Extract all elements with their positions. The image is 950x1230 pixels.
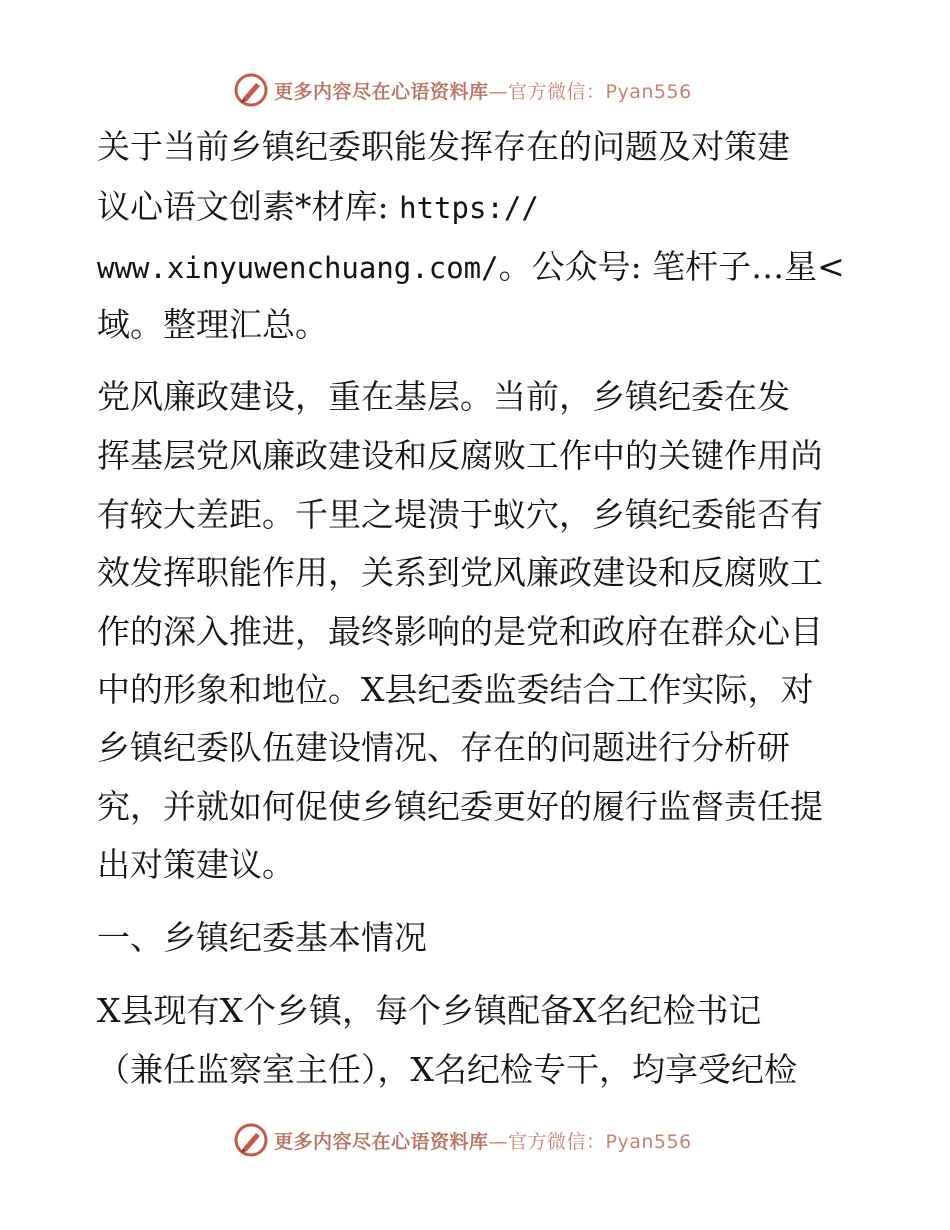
footer-wechat-text: 官方微信：Pyan556	[508, 1130, 692, 1153]
intro-line-4: 效发挥职能作用，关系到党风廉政建设和反腐败工	[97, 553, 823, 592]
intro-line-1: 党风廉政建设，重在基层。当前，乡镇纪委在发	[97, 377, 790, 416]
intro-line-9: 出对策建议。	[97, 845, 295, 884]
pen-logo-icon	[234, 73, 268, 107]
title-url-domain: www.xinyuwenchuang.com/	[97, 251, 499, 285]
intro-line-8: 究，并就如何促使乡镇纪委更好的履行监督责任提	[97, 787, 823, 826]
header-banner	[234, 70, 692, 110]
intro-line-5: 作的深入推进，最终影响的是党和政府在群众心目	[97, 612, 823, 651]
title-line-3-text: 。公众号: 笔杆子…星<	[498, 247, 845, 286]
header-dash: —	[488, 80, 509, 103]
intro-line-3: 有较大差距。千里之堤溃于蚁穴，乡镇纪委能否有	[97, 495, 823, 534]
title-line-2-text: 议心语文创素*材库:	[97, 187, 400, 226]
header-banner-text	[274, 77, 692, 104]
header-wechat-text: 官方微信：Pyan556	[508, 80, 692, 103]
section-line-2: （兼任监察室主任），X名纪检专干，均享受纪检	[97, 1050, 797, 1089]
section-heading: 一、乡镇纪委基本情况	[97, 918, 427, 957]
title-line-3	[97, 247, 845, 287]
title-line-1: 关于当前乡镇纪委职能发挥存在的问题及对策建	[97, 127, 790, 166]
section-line-1: X县现有X个乡镇，每个乡镇配备X名纪检书记	[97, 991, 762, 1030]
intro-line-2: 挥基层党风廉政建设和反腐败工作中的关键作用尚	[97, 436, 823, 475]
intro-line-7: 乡镇纪委队伍建设情况、存在的问题进行分析研	[97, 728, 790, 767]
footer-dash: —	[488, 1130, 509, 1153]
title-url-scheme: https://	[399, 191, 539, 225]
pen-logo-icon	[234, 1123, 268, 1157]
title-line-2	[97, 187, 539, 227]
header-site-text: 更多内容尽在心语资料库	[274, 80, 489, 103]
title-line-4: 域。整理汇总。	[97, 305, 328, 344]
intro-line-6: 中的形象和地位。X县纪委监委结合工作实际，对	[97, 670, 814, 709]
footer-site-text: 更多内容尽在心语资料库	[274, 1130, 489, 1153]
footer-banner	[234, 1120, 692, 1160]
footer-banner-text	[274, 1127, 692, 1154]
